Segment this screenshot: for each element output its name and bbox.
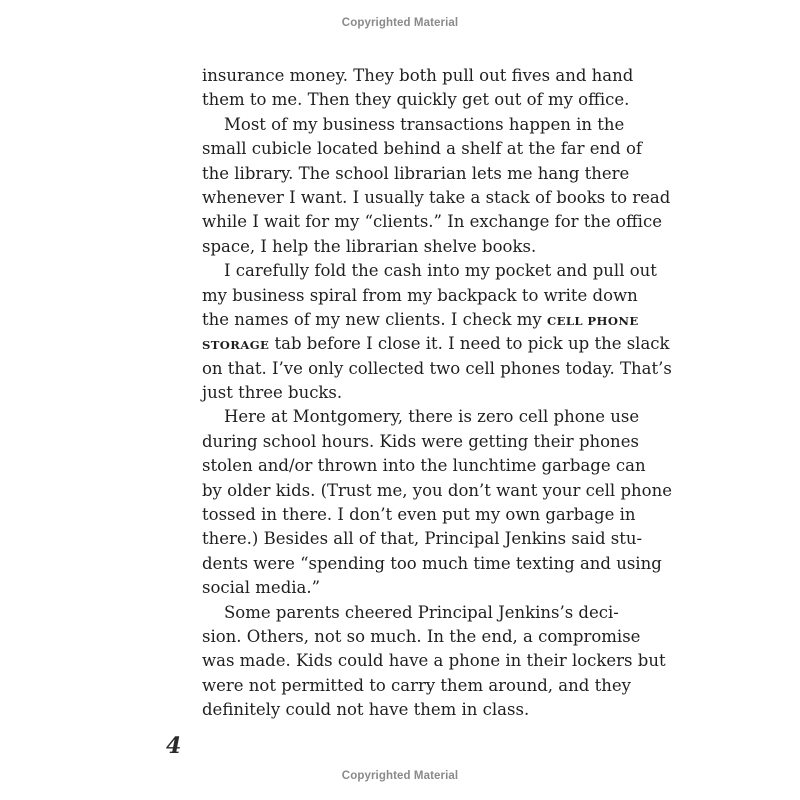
text-fragment: tab before I close it. I need to pick up the slack	[274, 334, 670, 354]
text-line: just three bucks.	[202, 383, 343, 403]
text-line: tossed in there. I don’t even put my own garbage in	[202, 505, 636, 525]
text-line: Here at Montgomery, there is zero cell phone use	[224, 407, 640, 427]
text-line: dents were “spending too much time texting and using	[202, 553, 662, 573]
page-number: 4	[166, 733, 182, 759]
text-line: there.) Besides all of that, Principal Jenkins said stu-	[202, 529, 643, 549]
text-line: my business spiral from my backpack to write down	[202, 285, 638, 305]
copyright-watermark-bottom: Copyrighted Material	[341, 770, 459, 782]
text-line: sion. Others, not so much. In the end, a compromise	[202, 626, 641, 646]
text-line: them to me. Then they quickly get out of my office.	[202, 90, 630, 110]
text-line: on that. I’ve only collected two cell phones today. That’s	[202, 358, 672, 378]
small-caps-term: STORAGE	[202, 338, 270, 353]
text-line: during school hours. Kids were getting their phones	[202, 431, 639, 451]
text-line: Some parents cheered Principal Jenkins’s deci-	[224, 602, 619, 622]
text-line: whenever I want. I usually take a stack of books to read	[202, 187, 671, 207]
text-line: while I wait for my “clients.” In exchange for the office	[202, 212, 662, 232]
text-line: definitely could not have them in class.	[202, 700, 530, 720]
small-caps-term: CELL PHONE	[546, 313, 639, 328]
text-line	[202, 332, 670, 356]
text-line: was made. Kids could have a phone in their lockers but	[202, 651, 666, 671]
text-line: the library. The school librarian lets me hang there	[202, 163, 630, 183]
copyright-watermark-top: Copyrighted Material	[341, 17, 459, 29]
body-text	[202, 64, 672, 723]
text-fragment: the names of my new clients. I check my	[202, 309, 542, 329]
text-line: social media.”	[202, 578, 321, 598]
text-line: small cubicle located behind a shelf at the far end of	[202, 139, 643, 159]
text-line: by older kids. (Trust me, you don’t want your cell phone	[202, 480, 672, 500]
text-line: Most of my business transactions happen in the	[224, 114, 625, 134]
text-line	[202, 308, 639, 332]
text-line: stolen and/or thrown into the lunchtime garbage can	[202, 456, 646, 476]
text-line: space, I help the librarian shelve books.	[202, 236, 537, 256]
text-line: I carefully fold the cash into my pocket and pull out	[224, 261, 657, 281]
text-line: were not permitted to carry them around, and they	[202, 675, 631, 695]
text-line: insurance money. They both pull out fives and hand	[202, 66, 634, 85]
